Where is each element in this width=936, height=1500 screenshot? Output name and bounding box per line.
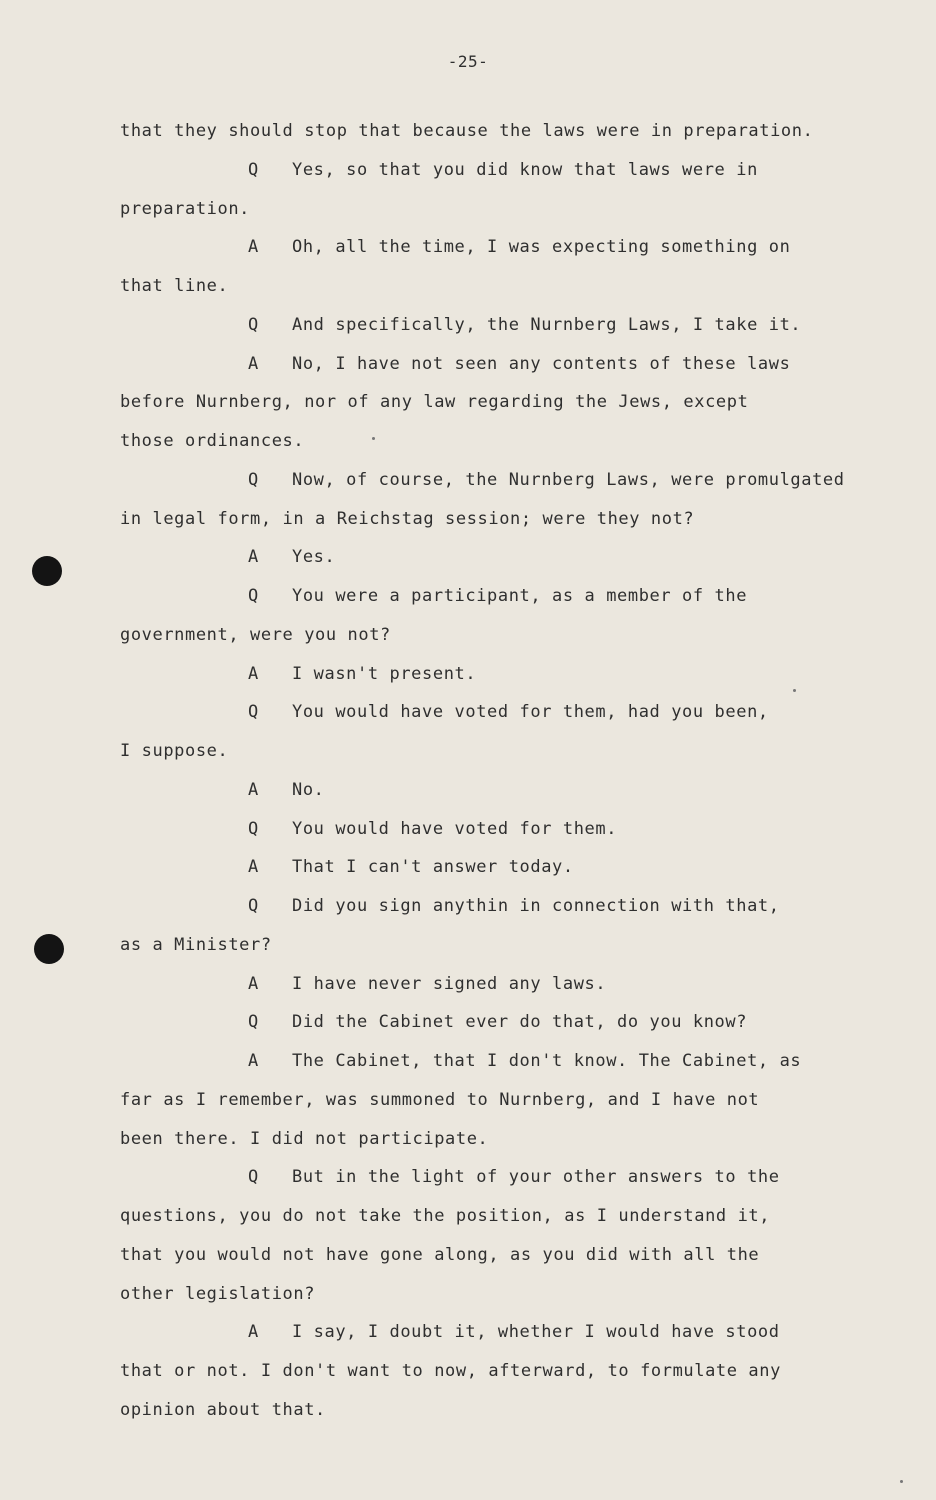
paper-speck (900, 1480, 903, 1483)
transcript-line: Yes, so that you did know that laws were in (292, 160, 758, 180)
transcript-line: that or not. I don't want to now, afterward, to formulate any (120, 1361, 781, 1381)
transcript-line: in legal form, in a Reichstag session; were they not? (120, 509, 695, 529)
transcript-line: Now, of course, the Nurnberg Laws, were promulgated (292, 470, 845, 490)
transcript-line: And specifically, the Nurnberg Laws, I take it. (292, 315, 802, 335)
transcript-line: I say, I doubt it, whether I would have stood (292, 1322, 780, 1342)
transcript-line: Did you sign anythin in connection with that, (292, 896, 780, 916)
speaker-label: Q (248, 1012, 259, 1032)
paper-speck (372, 437, 375, 440)
speaker-label: Q (248, 896, 259, 916)
speaker-label: A (248, 1051, 259, 1071)
transcript-line: those ordinances. (120, 431, 305, 451)
transcript-line: I have never signed any laws. (292, 974, 607, 994)
speaker-label: A (248, 857, 259, 877)
transcript-line: You would have voted for them, had you been, (292, 702, 769, 722)
transcript-line: Yes. (292, 547, 336, 567)
transcript-line: Did the Cabinet ever do that, do you know? (292, 1012, 748, 1032)
paper-speck (793, 689, 796, 692)
transcript-line: questions, you do not take the position, as I understand it, (120, 1206, 771, 1226)
transcript-line: The Cabinet, that I don't know. The Cabinet, as (292, 1051, 802, 1071)
transcript-line: But in the light of your other answers to the (292, 1167, 780, 1187)
speaker-label: A (248, 974, 259, 994)
punch-hole (32, 556, 62, 586)
speaker-label: Q (248, 702, 259, 722)
speaker-label: A (248, 354, 259, 374)
transcript-line: before Nurnberg, nor of any law regarding the Jews, except (120, 392, 749, 412)
speaker-label: A (248, 1322, 259, 1342)
transcript-line: No. (292, 780, 325, 800)
speaker-label: A (248, 237, 259, 257)
transcript-line: been there. I did not participate. (120, 1129, 489, 1149)
speaker-label: Q (248, 315, 259, 335)
transcript-line: far as I remember, was summoned to Nurnberg, and I have not (120, 1090, 760, 1110)
transcript-line: Oh, all the time, I was expecting something on (292, 237, 791, 257)
speaker-label: Q (248, 1167, 259, 1187)
speaker-label: A (248, 547, 259, 567)
page-number: -25- (447, 52, 489, 71)
transcript-line: You were a participant, as a member of the (292, 586, 748, 606)
transcript-line: opinion about that. (120, 1400, 326, 1420)
transcript-line: You would have voted for them. (292, 819, 618, 839)
transcript-line: government, were you not? (120, 625, 391, 645)
speaker-label: A (248, 664, 259, 684)
transcript-line: I wasn't present. (292, 664, 477, 684)
transcript-line: I suppose. (120, 741, 229, 761)
punch-hole (34, 934, 64, 964)
transcript-line: other legislation? (120, 1284, 316, 1304)
transcript-line: preparation. (120, 199, 251, 219)
speaker-label: Q (248, 470, 259, 490)
speaker-label: Q (248, 819, 259, 839)
transcript-line: No, I have not seen any contents of these laws (292, 354, 791, 374)
transcript-line: that you would not have gone along, as you did with all the (120, 1245, 760, 1265)
speaker-label: Q (248, 160, 259, 180)
transcript-line: that they should stop that because the laws were in preparation. (120, 121, 814, 141)
transcript-line: as a Minister? (120, 935, 272, 955)
speaker-label: Q (248, 586, 259, 606)
transcript-line: that line. (120, 276, 229, 296)
transcript-line: That I can't answer today. (292, 857, 574, 877)
speaker-label: A (248, 780, 259, 800)
